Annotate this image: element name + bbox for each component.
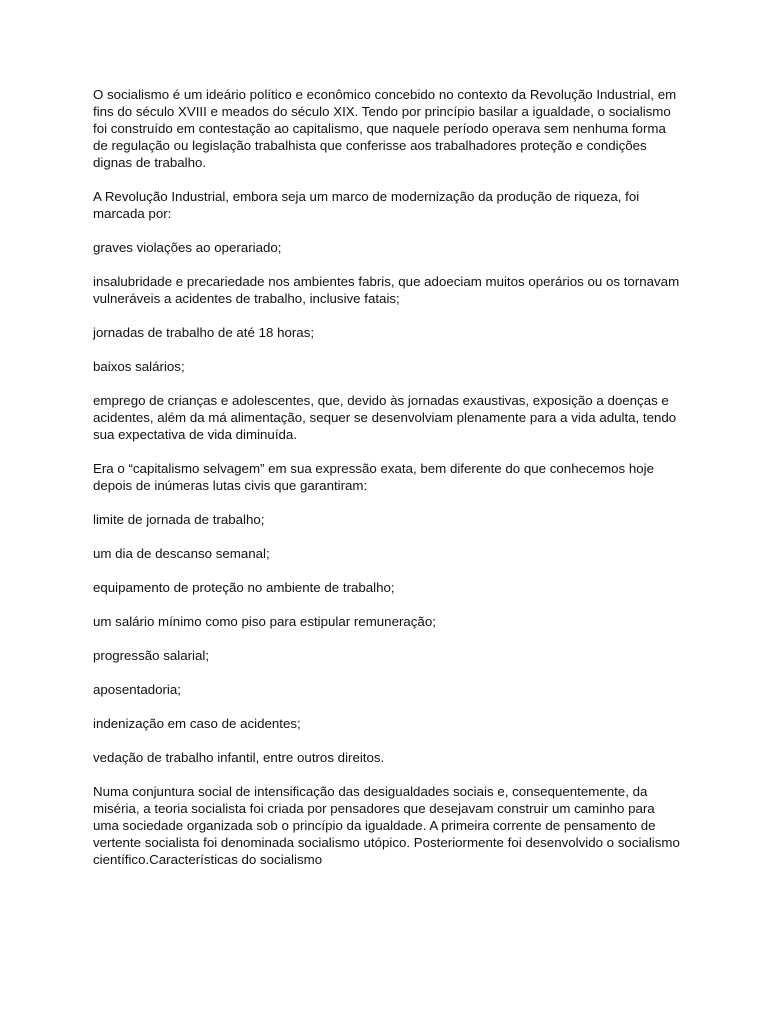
list-item: baixos salários; — [93, 359, 185, 374]
list-item: jornadas de trabalho de até 18 horas; — [93, 325, 315, 340]
list-item: limite de jornada de trabalho; — [93, 512, 265, 527]
list-item: insalubridade e precariedade nos ambientes fabris, que adoeciam muitos operários ou os tornavam vulneráveis a acidentes de trabalho, inclusive fatais; — [93, 274, 680, 306]
list-item: um salário mínimo como piso para estipular remuneração; — [93, 614, 436, 629]
paragraph-conclusion: Numa conjuntura social de intensificação das desigualdades sociais e, consequentemente, da miséria, a teoria socialista foi criada por pensadores que desejavam construir um caminho para uma sociedade organizada sob o princípio da igualdade. A primeira corrente de pensamento de vertente socialista foi denominada socialismo utópico. Posteriormente foi desenvolvido o socialismo científico.Características do socialismo — [93, 784, 680, 867]
list-item: graves violações ao operariado; — [93, 240, 282, 255]
list-item: vedação de trabalho infantil, entre outros direitos. — [93, 750, 385, 765]
list-item: progressão salarial; — [93, 648, 210, 663]
document-body — [93, 86, 683, 885]
paragraph-capitalism: Era o “capitalismo selvagem” em sua expressão exata, bem diferente do que conhecemos hoje depois de inúmeras lutas civis que garantiram: — [93, 461, 654, 493]
list-item: um dia de descanso semanal; — [93, 546, 270, 561]
list-item: indenização em caso de acidentes; — [93, 716, 301, 731]
list-item: equipamento de proteção no ambiente de trabalho; — [93, 580, 395, 595]
paragraph-revolution: A Revolução Industrial, embora seja um marco de modernização da produção de riqueza, foi marcada por: — [93, 189, 640, 221]
list-item: emprego de crianças e adolescentes, que, devido às jornadas exaustivas, exposição a doenças e acidentes, além da má alimentação, sequer se desenvolviam plenamente para a vida adulta, tendo sua expectativa de vida diminuída. — [93, 393, 677, 442]
paragraph-intro: O socialismo é um ideário político e econômico concebido no contexto da Revolução Industrial, em fins do século XVIII e meados do século XIX. Tendo por princípio basilar a igualdade, o socialismo foi construído em contestação ao capitalismo, que naquele período operava sem nenhuma forma de regulação ou legislação trabalhista que conferisse aos trabalhadores proteção e condições dignas de trabalho. — [93, 87, 677, 170]
list-item: aposentadoria; — [93, 682, 181, 697]
